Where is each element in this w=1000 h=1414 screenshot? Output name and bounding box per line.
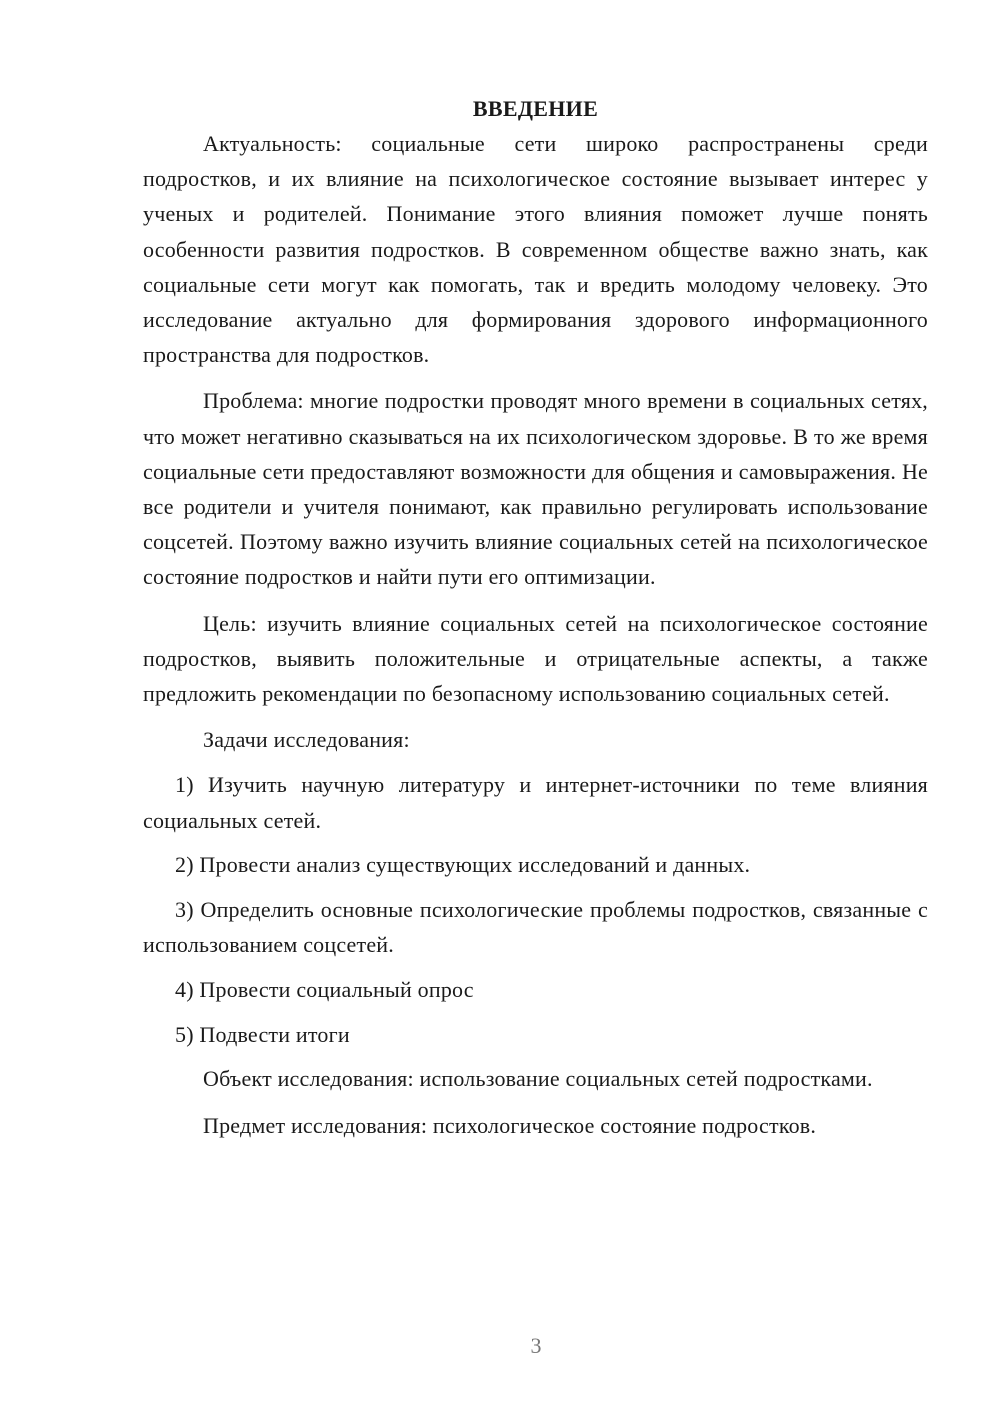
paragraph-goal: Цель: изучить влияние социальных сетей на психологическое состояние подростков, выявить положительные и отрицательные аспекты, а также предложить рекомендации по безопасному использованию социальных сетей.	[143, 610, 928, 707]
page-content	[143, 92, 928, 1154]
section-title: ВВЕДЕНИЕ	[472, 96, 599, 121]
paragraph-relevance: Актуальность: социальные сети широко распространены среди подростков, и их влияние на психологическое состояние вызывает интерес у ученых и родителей. Понимание этого влияния поможет лучше понять особенности развития подростков. В современном обществе важно знать, как социальные сети могут как помогать, так и вредить молодому человеку. Это исследование актуально для формирования здорового информационного пространства для подростков.	[143, 131, 928, 368]
paragraph-object: Объект исследования: использование социальных сетей подростками.	[203, 1066, 873, 1092]
paragraph-problem: Проблема: многие подростки проводят много времени в социальных сетях, что может негативно сказываться на их психологическом здоровье. В то же время социальные сети предоставляют возможности для общения и самовыражения. Не все родители и учителя понимают, как правильно регулировать использование соцсетей. Поэтому важно изучить влияние социальных сетей на психологическое состояние подростков и найти пути его оптимизации.	[143, 388, 928, 590]
task-item: 5) Подвести итоги	[175, 1021, 350, 1047]
task-item: 1) Изучить научную литературу и интернет-источники по теме влияния социальных сетей.	[143, 772, 928, 833]
tasks-list	[143, 767, 928, 1051]
paragraph-subject: Предмет исследования: психологическое состояние подростков.	[203, 1112, 817, 1138]
task-item: 4) Провести социальный опрос	[175, 976, 474, 1002]
task-item: 3) Определить основные психологические проблемы подростков, связанные с использованием соцсетей.	[143, 897, 928, 958]
tasks-heading: Задачи исследования:	[203, 727, 410, 753]
task-item: 2) Провести анализ существующих исследований и данных.	[175, 852, 751, 878]
page-number: 3	[530, 1333, 542, 1358]
